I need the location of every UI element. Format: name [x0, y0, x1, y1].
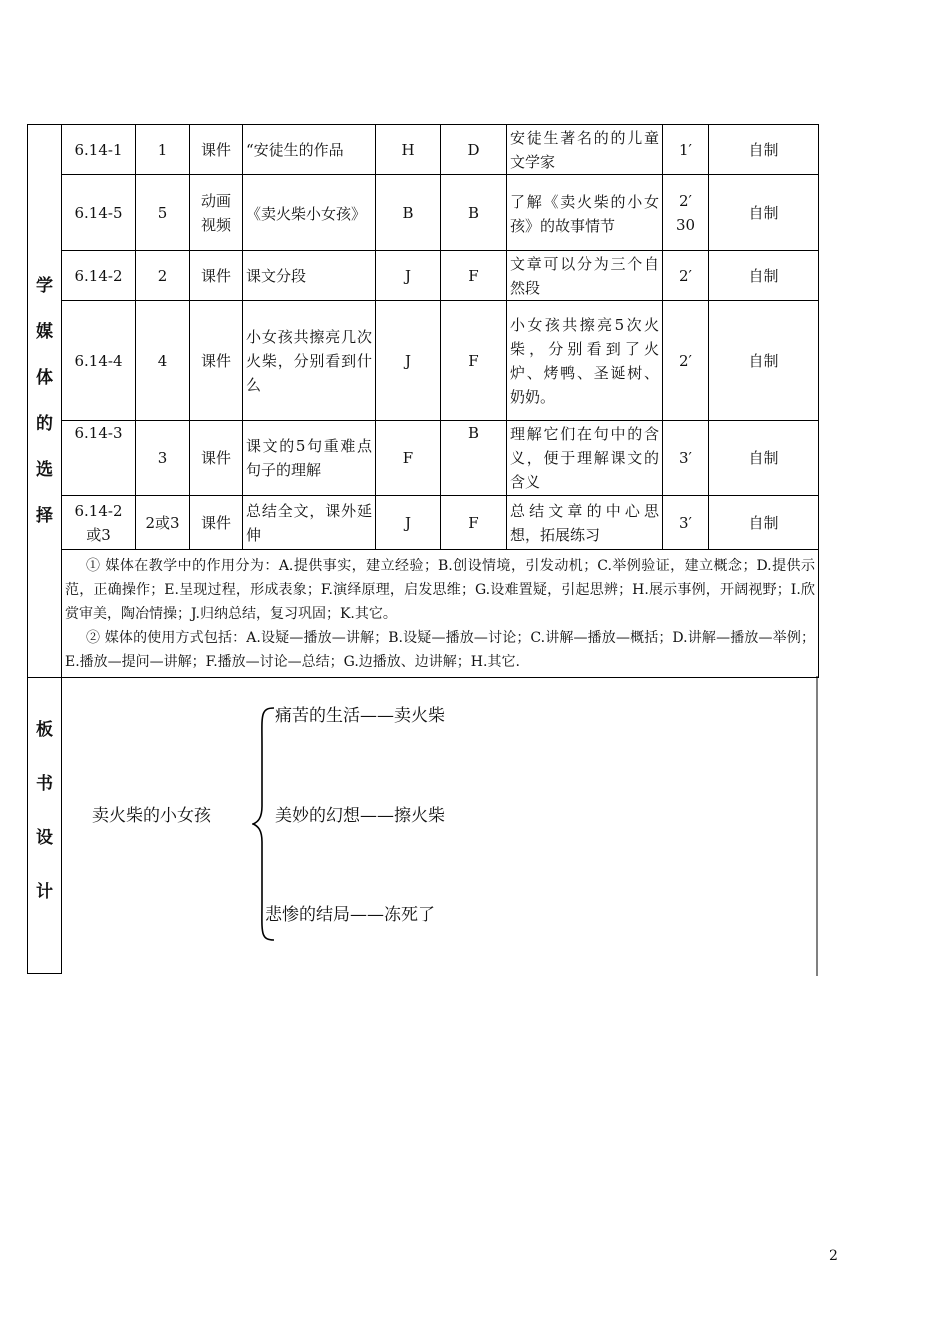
media-type: 课件: [190, 421, 243, 496]
media-code: 6.14-4: [62, 301, 136, 421]
media-source: 自制: [709, 251, 819, 301]
media-type: 课件: [190, 496, 243, 550]
table-row: [28, 175, 819, 251]
media-role: F: [376, 421, 441, 496]
media-purpose: 了解《卖火柴的小女孩》的故事情节: [507, 175, 663, 251]
table-row: [28, 421, 819, 496]
media-time: 3′: [663, 496, 709, 550]
media-content: 课文的5句重难点句子的理解: [243, 421, 376, 496]
media-source: 自制: [709, 175, 819, 251]
media-type: 动画视频: [190, 175, 243, 251]
media-role: J: [376, 251, 441, 301]
media-usage: D: [441, 125, 507, 175]
media-code: 6.14-2: [62, 251, 136, 301]
media-type: 课件: [190, 251, 243, 301]
media-role: B: [376, 175, 441, 251]
media-time: 3′: [663, 421, 709, 496]
board-section-label: [28, 678, 62, 974]
media-type: 课件: [190, 125, 243, 175]
media-notes: [62, 550, 819, 678]
side-label-char: 板: [36, 719, 53, 740]
media-source: 自制: [709, 421, 819, 496]
media-number: 2: [136, 251, 190, 301]
media-usage: B: [441, 421, 507, 496]
media-number: 4: [136, 301, 190, 421]
media-code: 6.14-1: [62, 125, 136, 175]
table-row: [28, 678, 819, 974]
media-code: 6.14-5: [62, 175, 136, 251]
side-label-char: 设: [36, 827, 53, 848]
media-role-note: ① 媒体在教学中的作用分为：A.提供事实，建立经验；B.创设情境，引发动机；C.举例验证，建立概念；D.提供示范，正确操作；E.呈现过程，形成表象；F.演绎原理，启发思维；G.设难置疑，引起思辨；H.展示事例，开阔视野；I.欣赏审美，陶冶情操；J.归纳总结，复习巩固；K.其它。: [65, 557, 815, 622]
board-design: [62, 678, 819, 974]
media-type: 课件: [190, 301, 243, 421]
media-usage: F: [441, 251, 507, 301]
media-source: 自制: [709, 496, 819, 550]
media-number: 1: [136, 125, 190, 175]
side-label-char: 选: [36, 460, 53, 480]
media-content: “安徒生的作品: [243, 125, 376, 175]
media-usage: F: [441, 496, 507, 550]
media-time: 2′: [663, 301, 709, 421]
side-label-char: 媒: [36, 322, 53, 342]
media-usage: B: [441, 175, 507, 251]
media-purpose: 安徒生著名的的儿童文学家: [507, 125, 663, 175]
table-row: [28, 125, 819, 175]
media-source: 自制: [709, 125, 819, 175]
media-purpose: 文章可以分为三个自然段: [507, 251, 663, 301]
media-section-label: [28, 125, 62, 678]
media-purpose: 理解它们在句中的含义，便于理解课文的含义: [507, 421, 663, 496]
media-source: 自制: [709, 301, 819, 421]
right-border-line: [816, 676, 818, 976]
media-content: 《卖火柴小女孩》: [243, 175, 376, 251]
media-selection-table: [27, 124, 819, 974]
media-content: 总结全文，课外延伸: [243, 496, 376, 550]
media-code: 6.14-3: [62, 421, 136, 496]
page-number: 2: [829, 1248, 838, 1264]
table-row: [28, 550, 819, 678]
side-label-char: 体: [36, 368, 53, 388]
side-label-char: 计: [36, 881, 53, 902]
media-number: 3: [136, 421, 190, 496]
media-role: H: [376, 125, 441, 175]
media-time: 2′ 30: [663, 175, 709, 251]
board-line: 美妙的幻想——擦火柴: [275, 806, 445, 826]
media-role: J: [376, 496, 441, 550]
media-usage: F: [441, 301, 507, 421]
media-purpose: 总结文章的中心思想，拓展练习: [507, 496, 663, 550]
media-usage-note: ② 媒体的使用方式包括：A.设疑—播放—讲解；B.设疑—播放—讨论；C.讲解—播放—概括；D.讲解—播放—举例；E.播放—提问—讲解；F.播放—讨论—总结；G.边播放、边讲解；H.其它.: [65, 629, 815, 670]
board-title: 卖火柴的小女孩: [92, 806, 211, 826]
media-time: 1′: [663, 125, 709, 175]
media-role: J: [376, 301, 441, 421]
media-time: 2′: [663, 251, 709, 301]
media-code: 6.14-2或3: [62, 496, 136, 550]
side-label-char: 学: [36, 276, 53, 296]
media-content: 小女孩共擦亮几次火柴，分别看到什么: [243, 301, 376, 421]
table-row: [28, 251, 819, 301]
board-line: 痛苦的生活——卖火柴: [275, 706, 445, 726]
table-row: [28, 496, 819, 550]
side-label-char: 择: [36, 506, 53, 526]
media-purpose: 小女孩共擦亮5次火柴，分别看到了火炉、烤鸭、圣诞树、奶奶。: [507, 301, 663, 421]
side-label-char: 书: [36, 773, 53, 794]
side-label-char: 的: [36, 414, 53, 434]
board-line: 悲惨的结局——冻死了: [265, 905, 435, 925]
table-row: [28, 301, 819, 421]
media-number: 5: [136, 175, 190, 251]
media-number: 2或3: [136, 496, 190, 550]
media-content: 课文分段: [243, 251, 376, 301]
